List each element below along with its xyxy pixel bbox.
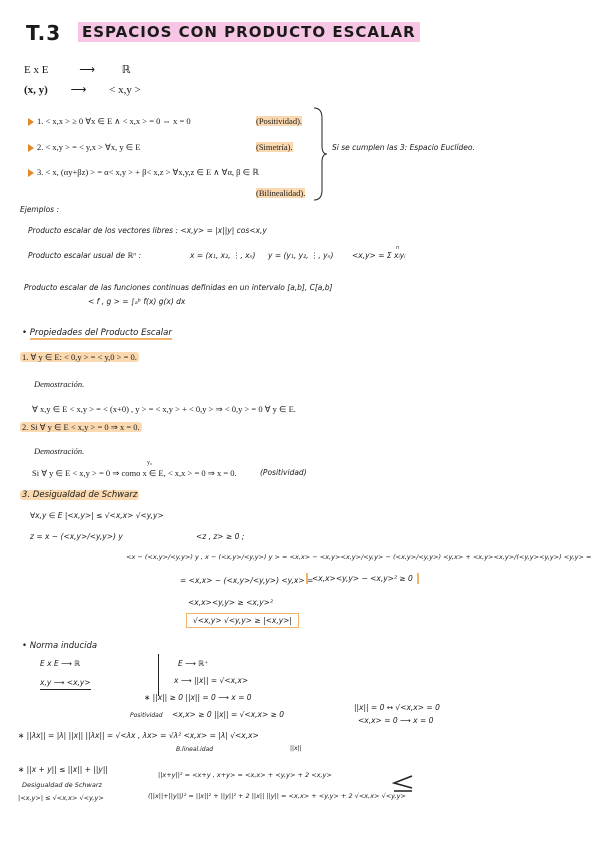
positividad-label: Positividad bbox=[130, 712, 163, 719]
schwarz-heading: 3. Desigualdad de Schwarz bbox=[22, 490, 138, 500]
example-3: Producto escalar de las funciones continuas definidas en un intervalo [a,b], C[a,b] bbox=[24, 283, 333, 292]
schwarz-line-2b: <z , z> ≥ 0 ; bbox=[196, 532, 245, 541]
property-1: 1. ∀ y ∈ E: < 0,y > = < y,0 > = 0. bbox=[22, 352, 137, 362]
page-title: ESPACIOS CON PRODUCTO ESCALAR bbox=[78, 22, 420, 41]
bullet-icon bbox=[28, 118, 34, 126]
example-2-sum-limit: n bbox=[396, 245, 400, 251]
example-1: Producto escalar de los vectores libres : <x,y> = |x||y| cos<x,y bbox=[28, 226, 267, 235]
example-2-y: y = (y₁, y₂, ⋮, yₙ) bbox=[268, 251, 334, 260]
example-2-x: x = (x₁, x₂, ⋮, xₙ) bbox=[190, 251, 256, 260]
bullet-icon bbox=[28, 169, 34, 177]
title-number: T.3 bbox=[26, 21, 62, 45]
divider bbox=[158, 654, 159, 696]
axiom-1: 1. < x,x > ≥ 0 ∀x ∈ E ∧ < x,x > = 0 ⇔ x = 0 bbox=[28, 116, 191, 127]
schwarz-line-5: <x,x><y,y> ≥ <x,y>² bbox=[188, 598, 273, 607]
triangle-line-2: (||x||+||y||)² = ||x||² + ||y||² + 2 ||x|| ||y|| = <x,x> + <y,y> + 2 √<x,x> √<y,y> bbox=[148, 792, 406, 800]
intro-line-2: (x, y) ⟶ < x,y > bbox=[24, 84, 141, 96]
lambda-line: ∗ ||λx|| = |λ| ||x|| ||λx|| = √<λx , λx> = √λ² <x,x> = |λ| √<x,x> bbox=[18, 731, 259, 740]
norm-left-2: x,y ⟶ <x,y> bbox=[40, 678, 91, 690]
less-equal-icon bbox=[390, 774, 414, 794]
axiom-1-tag: (Positividad). bbox=[256, 116, 303, 126]
schwarz-ref-label: Desigualdad de Schwarz bbox=[22, 781, 102, 789]
norm-right-1: E ⟶ ℝ⁺ bbox=[178, 659, 209, 668]
property-2-demo-y0: y₀ bbox=[147, 460, 153, 466]
axiom-3: 3. < x, (αy+βz) > = α< x,y > + β< x,z > ∀x,y,z ∈ E ∧ ∀α, β ∈ ℝ bbox=[28, 167, 259, 178]
schwarz-result: √<x,y> √<y,y> ≥ |<x,y>| bbox=[186, 613, 299, 628]
norm-left-1: E x E ⟶ ℝ bbox=[40, 659, 81, 668]
norm-heading: • Norma inducida bbox=[22, 641, 98, 651]
intro-line-1: E x E ⟶ ℝ bbox=[24, 64, 131, 76]
property-1-demo: ∀ x,y ∈ E < x,y > = < (x+0) , y > = < x,y > + < 0,y > ⇒ < 0,y > = 0 ∀ y ∈ E. bbox=[32, 404, 296, 414]
axiom-2-tag: (Simetría). bbox=[256, 142, 293, 152]
triangle-line-1: ||x+y||² = <x+y , x+y> = <x,x> + <y,y> + 2 <x,y> bbox=[158, 771, 332, 779]
axiom-3-tag: (Bilinealidad). bbox=[256, 188, 306, 198]
properties-heading: • Propiedades del Producto Escalar bbox=[22, 328, 172, 338]
norm-prop-1: ∗ ||x|| ≥ 0 ||x|| = 0 ⟶ x = 0 bbox=[144, 693, 252, 702]
property-2-demo: Si ∀ y ∈ E < x,y > = 0 ⇒ como x ∈ E, < x,x > = 0 ⇒ x = 0. bbox=[32, 468, 237, 478]
bilinealidad-label: B.lineal.idad bbox=[176, 746, 214, 753]
schwarz-line-4-box: <x,x><y,y> − <x,y>² ≥ 0 bbox=[306, 573, 419, 584]
examples-heading: Ejemplos : bbox=[20, 205, 59, 214]
norm-right-note-1: ||x|| = 0 ↔ √<x,x> = 0 bbox=[354, 703, 440, 712]
property-2-demo-label: Demostración. bbox=[34, 446, 85, 456]
axioms-note: Si se cumplen las 3: Espacio Euclídeo. bbox=[332, 143, 475, 152]
property-2-demo-note: (Positividad) bbox=[260, 468, 307, 477]
example-2-label: Producto escalar usual de ℝⁿ : bbox=[28, 251, 142, 260]
schwarz-line-2: z = x − (<x,y>/<y,y>) y bbox=[30, 532, 123, 541]
brace-icon bbox=[312, 106, 328, 202]
schwarz-ref-formula: |<x,y>| ≤ √<x,x> √<y,y> bbox=[18, 794, 104, 802]
schwarz-line-3: <x − (<x,y>/<y,y>) y , x − (<x,y>/<y,y>) y > = <x,x> − <x,y><x,y>/<y,y> − (<x,y>/<y,y>) <y,x> + <x,y><x,y>/(<y,y><y,y>) <y,y> = bbox=[126, 553, 592, 561]
schwarz-line-4: = <x,x> − (<x,y>/<y,y>) <y,x> = bbox=[180, 576, 314, 585]
triangle-inequality: ∗ ||x + y|| ≤ ||x|| + ||y|| bbox=[18, 765, 108, 774]
norm-right-2: x ⟶ ||x|| = √<x,x> bbox=[174, 676, 249, 685]
positividad-line: <x,x> ≥ 0 ||x|| = √<x,x> ≥ 0 bbox=[172, 710, 285, 719]
property-1-demo-label: Demostración. bbox=[34, 379, 85, 389]
norm-below: ||x|| bbox=[290, 745, 302, 752]
norm-right-note-2: <x,x> = 0 ⟶ x = 0 bbox=[358, 716, 434, 725]
axiom-2: 2. < x,y > = < y,x > ∀x, y ∈ E bbox=[28, 142, 140, 153]
example-2-formula: <x,y> = Σ xᵢyᵢ bbox=[352, 251, 406, 260]
schwarz-line-1: ∀x,y ∈ E |<x,y>| ≤ √<x,x> √<y,y> bbox=[30, 511, 164, 520]
property-2: 2. Si ∀ y ∈ E < x,y > = 0 ⇒ x = 0. bbox=[22, 422, 140, 432]
bullet-icon bbox=[28, 144, 34, 152]
example-3-formula: < f , g > = ∫ₐᵇ f(x) g(x) dx bbox=[88, 297, 186, 306]
